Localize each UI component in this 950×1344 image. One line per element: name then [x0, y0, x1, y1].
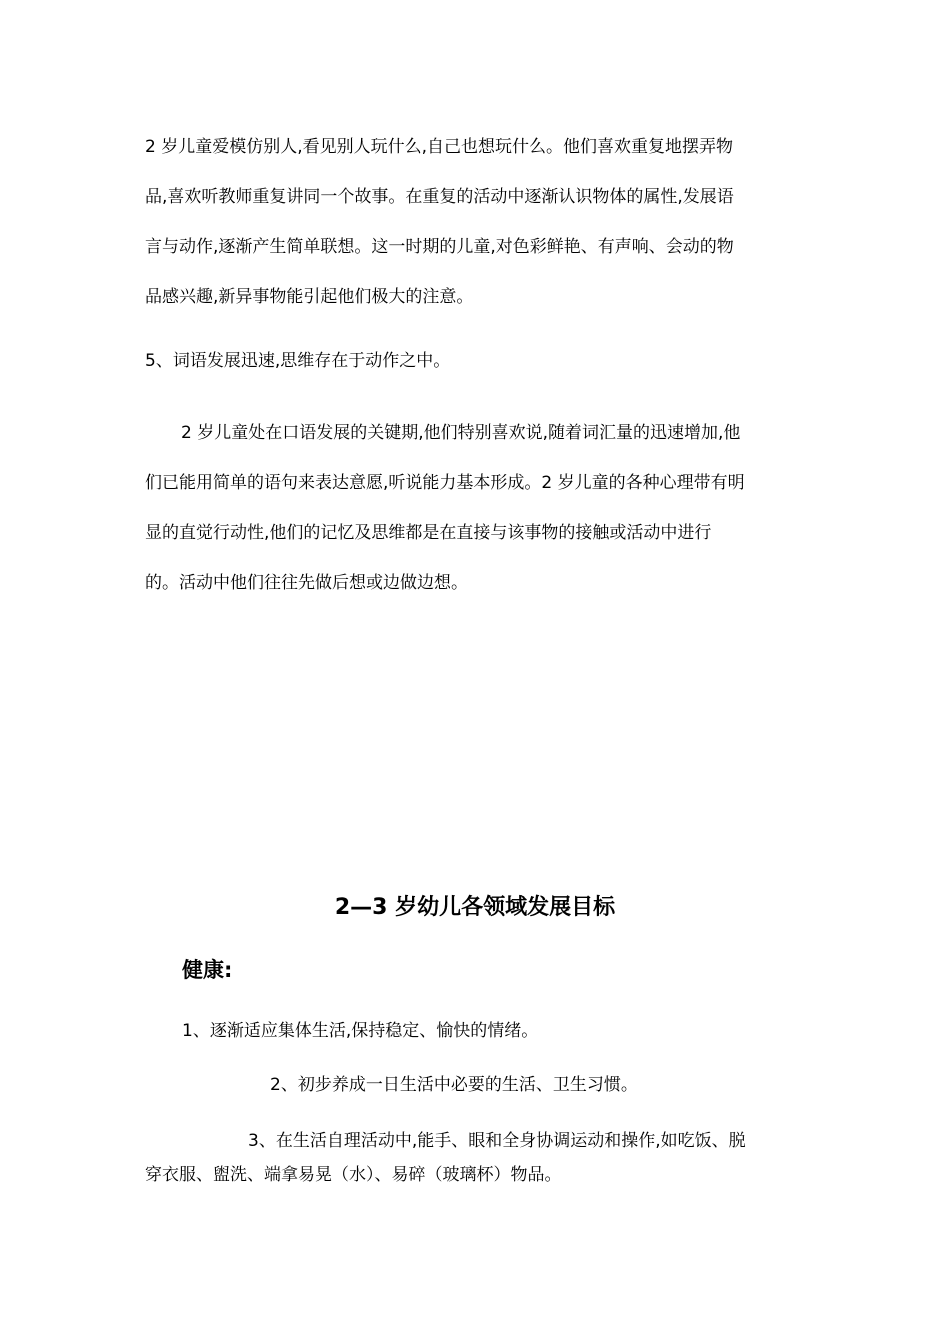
paragraph-line: 5、词语发展迅速,思维存在于动作之中。: [145, 351, 451, 371]
paragraph-line: 品感兴趣,新异事物能引起他们极大的注意。: [145, 287, 474, 307]
paragraph-line: 们已能用简单的语句来表达意愿,听说能力基本形成。2 岁儿童的各种心理带有明: [145, 473, 745, 493]
paragraph-line: 2 岁儿童处在口语发展的关键期,他们特别喜欢说,随着词汇量的迅速增加,他: [181, 423, 741, 443]
paragraph-language-heading: [145, 336, 810, 386]
paragraph-line: 的。活动中他们往往先做后想或边做边想。: [145, 573, 468, 593]
item-line: 穿衣服、盥洗、端拿易晃（水）、易碎（玻璃杯）物品。: [145, 1165, 562, 1185]
paragraph-line: 显的直觉行动性,他们的记忆及思维都是在直接与该事物的接触或活动中进行: [145, 523, 712, 543]
paragraph-line: 言与动作,逐渐产生简单联想。这一时期的儿童,对色彩鲜艳、有声响、会动的物: [145, 237, 734, 257]
health-heading: 健康:: [182, 958, 233, 982]
paragraph-imitation: [145, 122, 810, 322]
section-title: 2—3 岁幼儿各领域发展目标: [334, 895, 616, 920]
health-goal-item: 2、初步养成一日生活中必要的生活、卫生习惯。: [270, 1075, 638, 1095]
item-line: 3、在生活自理活动中,能手、眼和全身协调运动和操作,如吃饭、脱: [248, 1131, 746, 1151]
health-goal-item: [145, 1124, 810, 1192]
paragraph-line: 品,喜欢听教师重复讲同一个故事。在重复的活动中逐渐认识物体的属性,发展语: [145, 187, 734, 207]
paragraph-language: [145, 408, 810, 608]
paragraph-line: 2 岁儿童爱模仿别人,看见别人玩什么,自己也想玩什么。他们喜欢重复地摆弄物: [145, 137, 734, 157]
health-goal-item: 1、逐渐适应集体生活,保持稳定、愉快的情绪。: [182, 1021, 539, 1041]
